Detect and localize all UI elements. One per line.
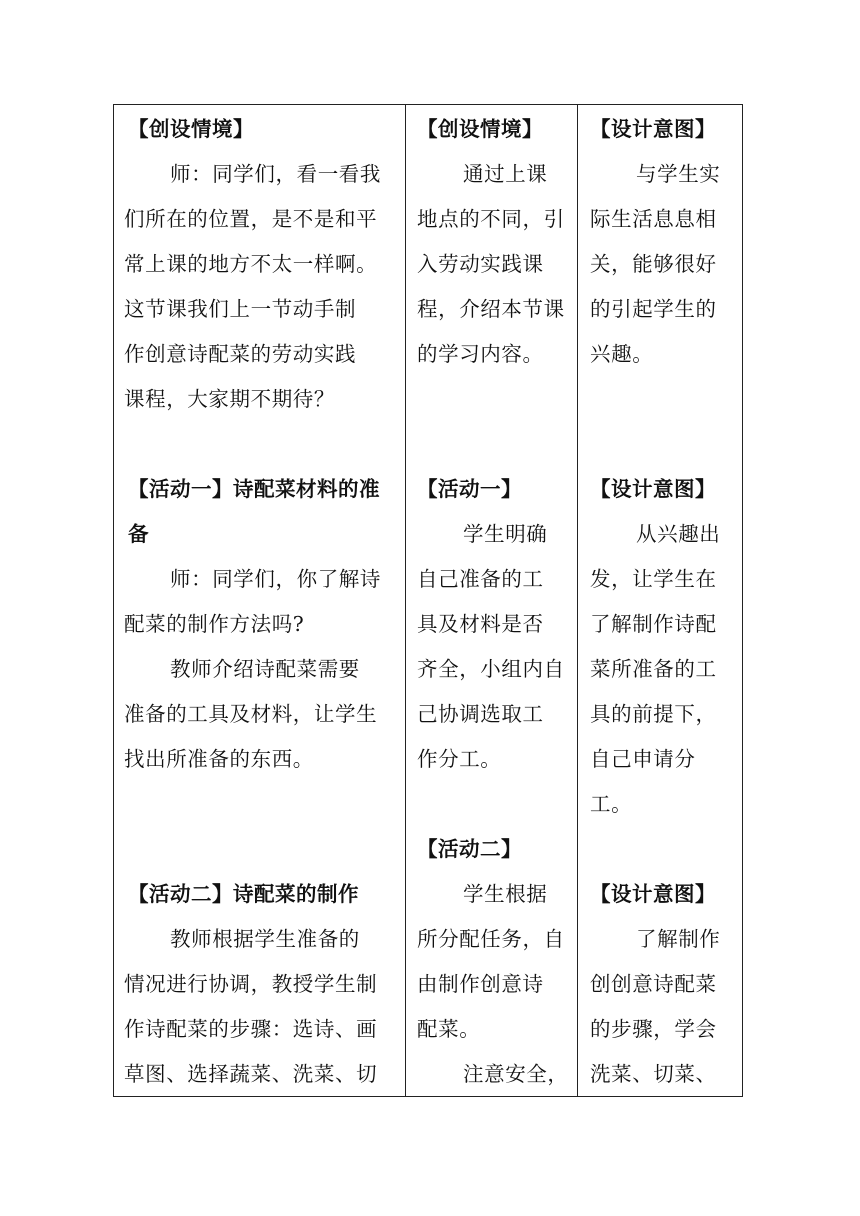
body-line: 准备的工具及材料，让学生 <box>124 702 378 726</box>
body-line: 情况进行协调，教授学生制 <box>124 972 378 996</box>
body-line: 课程，大家期不期待？ <box>124 387 335 411</box>
body-line: 常上课的地方不太一样啊。 <box>124 252 378 276</box>
body-line: 学生根据 <box>463 882 548 906</box>
body-line: 了解制作诗配 <box>590 612 717 636</box>
body-line: 地点的不同，引 <box>417 207 565 231</box>
body-line: 自己申请分 <box>590 747 696 771</box>
body-line: 作诗配菜的步骤：选诗、画 <box>124 1017 378 1041</box>
body-line: 师：同学们，看一看我 <box>170 162 381 186</box>
section-heading: 【活动二】 <box>417 837 522 861</box>
body-line: 具及材料是否 <box>417 612 544 636</box>
body-line: 自己准备的工 <box>417 567 544 591</box>
body-line: 的步骤，学会 <box>590 1017 717 1041</box>
section-heading: 备 <box>128 522 149 546</box>
body-line: 作创意诗配菜的劳动实践 <box>124 342 357 366</box>
body-line: 们所在的位置，是不是和平 <box>124 207 378 231</box>
body-line: 工。 <box>590 792 633 816</box>
body-line: 配菜。 <box>417 1017 481 1041</box>
body-line: 通过上课 <box>463 162 548 186</box>
teaching-process-column <box>124 105 408 1096</box>
body-line: 注意安全， <box>463 1062 569 1086</box>
section-heading: 【设计意图】 <box>590 477 716 501</box>
body-line: 菜所准备的工 <box>590 657 717 681</box>
body-line: 作分工。 <box>417 747 502 771</box>
section-heading: 【活动二】诗配菜的制作 <box>128 882 359 906</box>
body-line: 这节课我们上一节动手制 <box>124 297 357 321</box>
body-line: 兴趣。 <box>590 342 654 366</box>
student-activity-column <box>417 105 577 1096</box>
body-line: 的引起学生的 <box>590 297 717 321</box>
body-line: 创创意诗配菜 <box>590 972 717 996</box>
body-line: 际生活息息相 <box>590 207 717 231</box>
body-line: 草图、选择蔬菜、洗菜、切 <box>124 1062 378 1086</box>
body-line: 所分配任务，自 <box>417 927 565 951</box>
body-line: 与学生实 <box>636 162 721 186</box>
section-heading: 【活动一】诗配菜材料的准 <box>128 477 380 501</box>
body-line: 学生明确 <box>463 522 548 546</box>
body-line: 齐全，小组内自 <box>417 657 565 681</box>
lesson-plan-table <box>113 104 743 1097</box>
column-divider-2 <box>577 105 578 1096</box>
body-line: 师：同学们，你了解诗 <box>170 567 381 591</box>
body-line: 具的前提下， <box>590 702 717 726</box>
section-heading: 【创设情境】 <box>417 117 543 141</box>
body-line: 入劳动实践课 <box>417 252 544 276</box>
body-line: 发，让学生在 <box>590 567 717 591</box>
body-line: 教师介绍诗配菜需要 <box>170 657 360 681</box>
body-line: 由制作创意诗 <box>417 972 544 996</box>
body-line: 己协调选取工 <box>417 702 544 726</box>
body-line: 找出所准备的东西。 <box>124 747 314 771</box>
section-heading: 【设计意图】 <box>590 882 716 906</box>
design-intent-column <box>590 105 738 1096</box>
body-line: 配菜的制作方法吗? <box>124 612 305 636</box>
section-heading: 【活动一】 <box>417 477 522 501</box>
body-line: 了解制作 <box>636 927 721 951</box>
body-line: 关，能够很好 <box>590 252 717 276</box>
section-heading: 【创设情境】 <box>128 117 254 141</box>
body-line: 教师根据学生准备的 <box>170 927 360 951</box>
section-heading: 【设计意图】 <box>590 117 716 141</box>
body-line: 程，介绍本节课 <box>417 297 565 321</box>
body-line: 从兴趣出 <box>636 522 721 546</box>
body-line: 洗菜、切菜、 <box>590 1062 717 1086</box>
body-line: 的学习内容。 <box>417 342 544 366</box>
